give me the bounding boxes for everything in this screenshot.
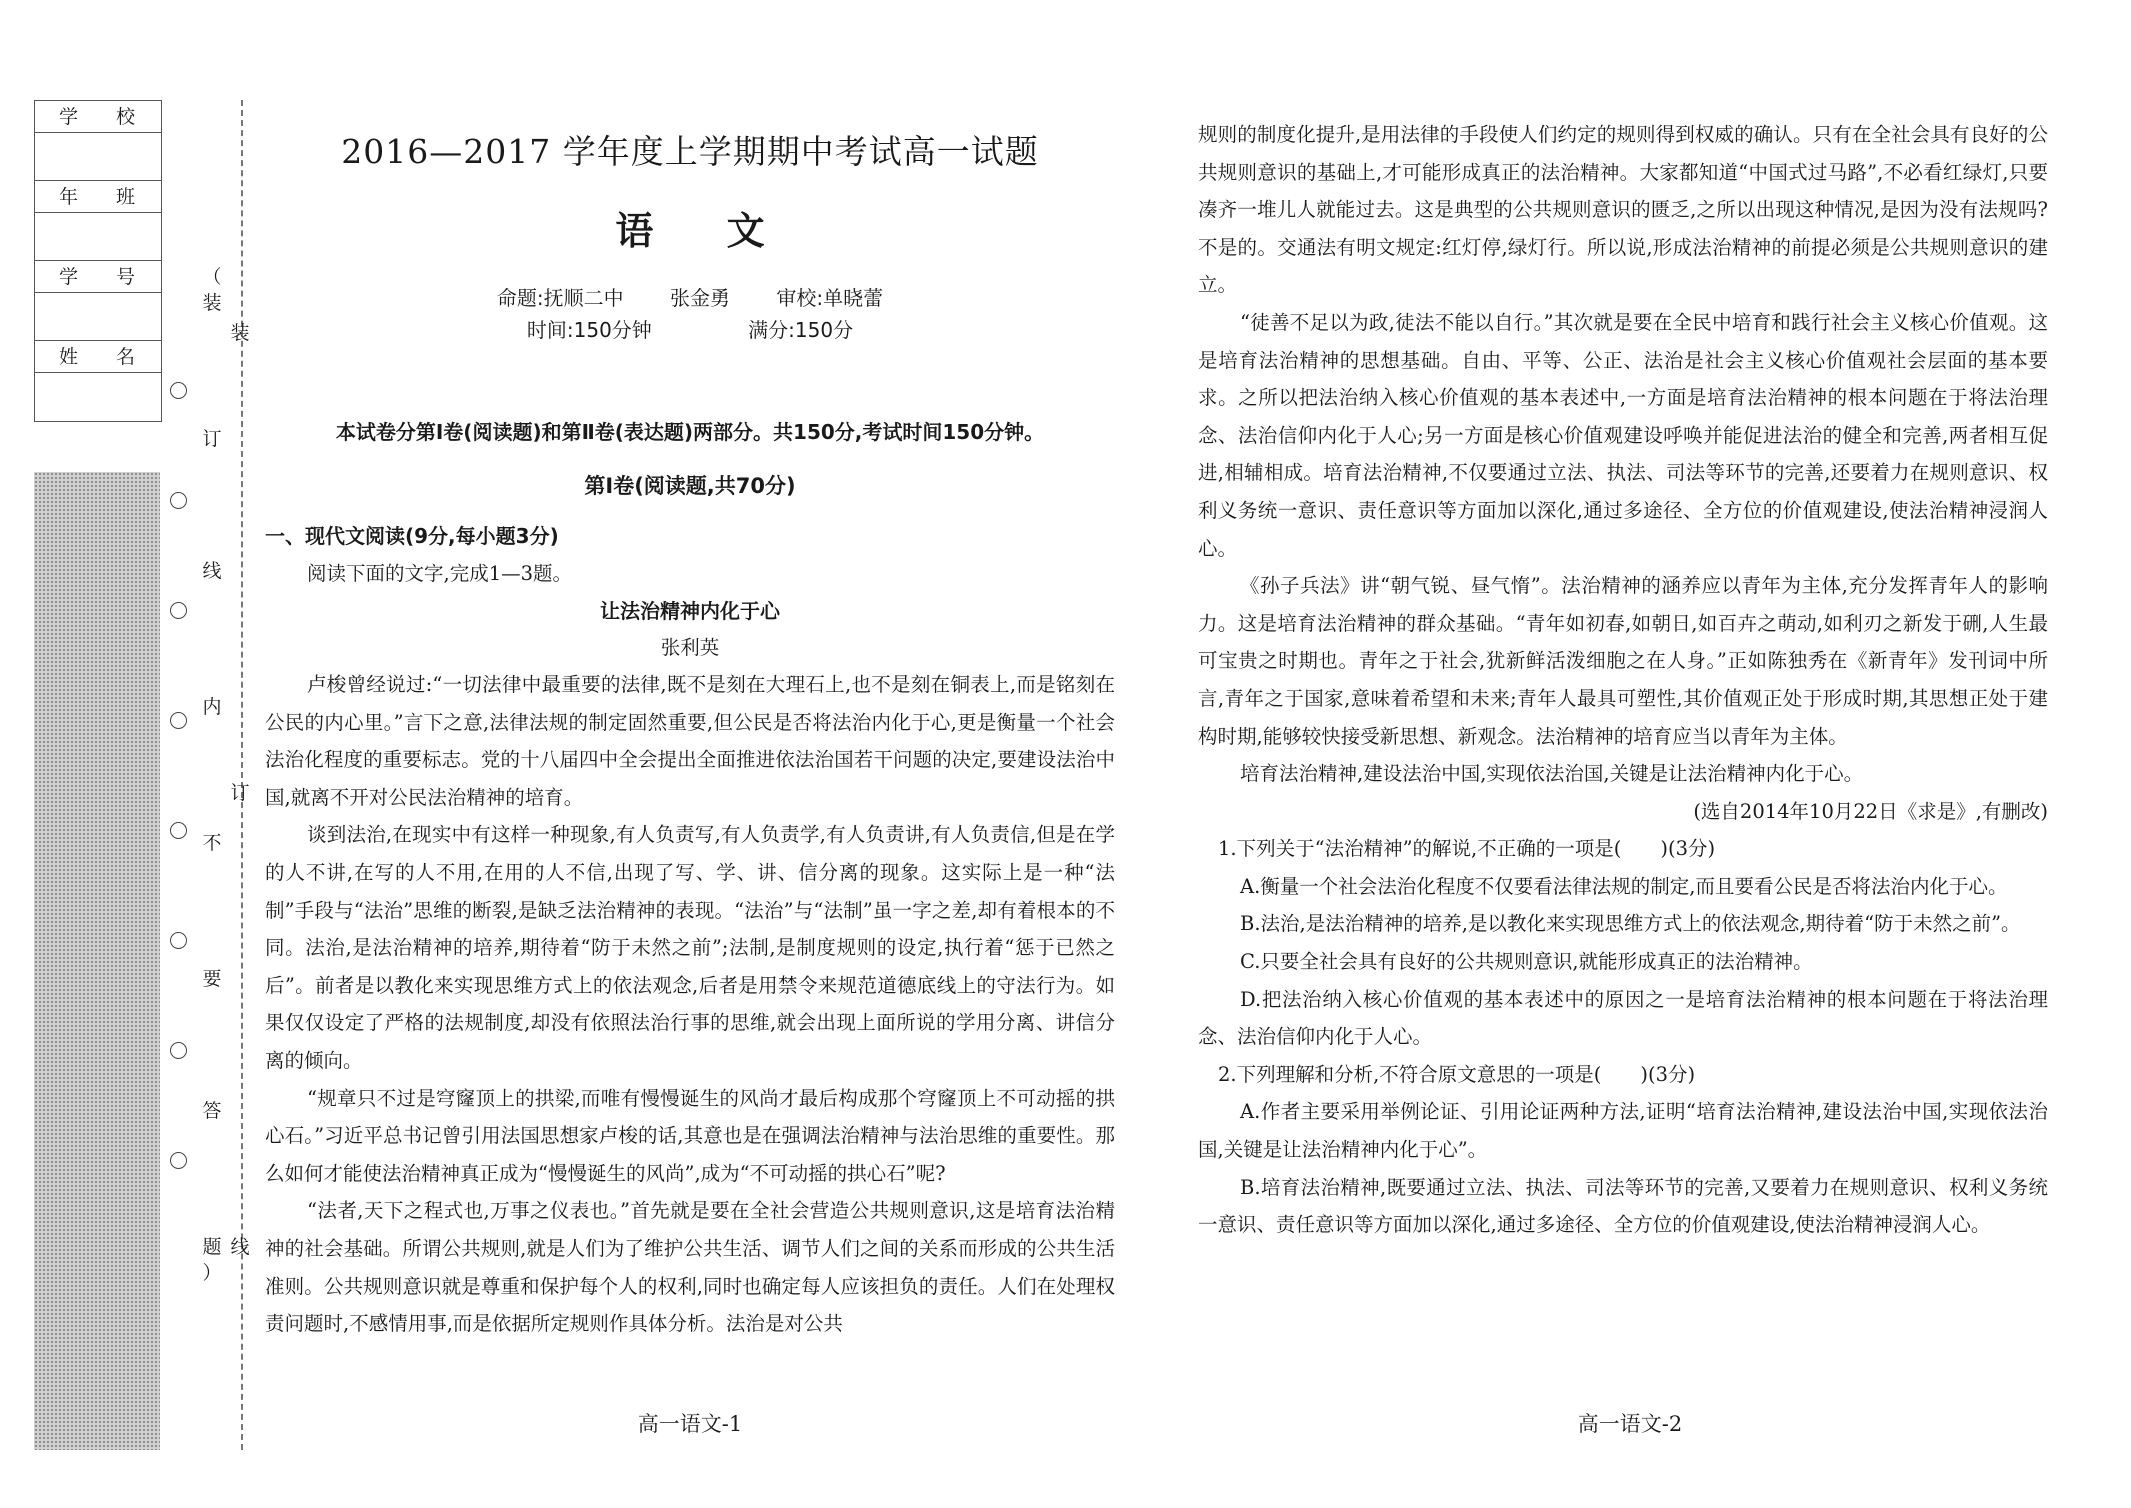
binding-warning-char: 线 [202, 560, 222, 582]
section-title: 第Ⅰ卷(阅读题,共70分) [584, 474, 796, 498]
page1-column [265, 506, 1115, 1343]
binding-warning-char: 订 [202, 428, 222, 450]
score-item: 满分:150分 [748, 318, 854, 342]
article-paragraph: 培育法治精神,建设法治中国,实现依法治国,关键是让法治精神内化于心。 [1240, 762, 1864, 786]
answer-option[interactable]: B.法治,是法治精神的培养,是以教化来实现思维方式上的依法观念,期待着“防于未然之前”。 [1240, 912, 2021, 936]
article-paragraph: “规章只不过是穹窿顶上的拱梁,而唯有慢慢诞生的风尚才最后构成那个穹窿顶上不可动摇的拱心石。”习近平总书记曾引用法国思想家卢梭的话,其意也是在强调法治精神与法治思维的重要性。那么如何才能使法治精神真正成为“慢慢诞生的风尚”,成为“不可动摇的拱心石”呢? [265, 1086, 1115, 1185]
binding-hole-icon [170, 602, 187, 619]
binding-warning-char: 不 [202, 832, 222, 854]
binding-hole-icon [170, 1152, 187, 1169]
binding-side-char: 订 [230, 782, 250, 804]
answer-option[interactable]: A.作者主要采用举例论证、引用论证两种方法,证明“培育法治精神,建设法治中国,实现依法治国,关键是让法治精神内化于心”。 [1198, 1100, 2048, 1162]
article-paragraph: 《孙子兵法》讲“朝气锐、昼气惰”。法治精神的涵养应以青年为主体,充分发挥青年人的影响力。这是培育法治精神的群众基础。“青年如初春,如朝日,如百卉之萌动,如利刃之新发于硎,人生最可宝贵之时期也。青年之于社会,犹新鲜活泼细胞之在人身。”正如陈独秀在《新青年》发刊词中所言,青年之于国家,意味着希望和未来;青年人最具可塑性,其价值观正处于形成时期,其思想正处于建构时期,能够较快接受新思想、新观念。法治精神的培育应当以青年为主体。 [1198, 574, 2048, 748]
binding-warning-char: 答 [202, 1100, 222, 1122]
question-group-heading: 一、现代文阅读(9分,每小题3分) [265, 524, 559, 548]
binding-warning-char: 题 [202, 1236, 222, 1258]
author-item: 命题:抚顺二中 [496, 286, 624, 310]
info-label: 学 校 [35, 101, 161, 133]
exam-subject: 语 文 [615, 208, 765, 253]
binding-side-char: 装 [230, 322, 250, 344]
binding-warning-char: 内 [202, 696, 222, 718]
instruction: 阅读下面的文字,完成1—3题。 [307, 562, 573, 585]
info-field-name[interactable] [35, 341, 161, 421]
article-source: (选自2014年10月22日《求是》,有删改) [1693, 799, 2048, 823]
time-item: 时间:150分钟 [526, 318, 652, 342]
hatched-binding-area [34, 472, 160, 1450]
exam-title: 2016—2017 学年度上学期期中考试高一试题 [341, 132, 1039, 171]
time-line [300, 314, 1080, 343]
binding-hole-icon [170, 382, 187, 399]
author-line [300, 282, 1080, 311]
binding-warning-char: ） [202, 1262, 222, 1284]
article-title: 让法治精神内化于心 [600, 599, 780, 623]
page-footer: 高一语文-2 [1577, 1412, 1683, 1436]
binding-hole-icon [170, 1042, 187, 1059]
student-info-table [34, 100, 162, 422]
binding-hole-icon [170, 932, 187, 949]
article-paragraph: 规则的制度化提升,是用法律的手段使人们约定的规则得到权威的确认。只有在全社会具有良好的公共规则意识的基础上,才可能形成真正的法治精神。大家都知道“中国式过马路”,不必看红绿灯,只要凑齐一堆儿人就能过去。这是典型的公共规则意识的匮乏,之所以出现这种情况,是因为没有法规吗?不是的。交通法有明文规定:红灯停,绿灯行。所以说,形成法治精神的前提必须是公共规则意识的建立。 [1198, 123, 2048, 297]
binding-hole-icon [170, 822, 187, 839]
binding-side-char: 线 [230, 1236, 250, 1258]
article-author: 张利英 [660, 636, 720, 659]
binding-hole-icon [170, 492, 187, 509]
binding-hole-icon [170, 712, 187, 729]
binding-warning-char: （ [202, 266, 222, 288]
article-paragraph: 卢梭曾经说过:“一切法律中最重要的法律,既不是刻在大理石上,也不是刻在铜表上,而是铭刻在公民的内心里。”言下之意,法律法规的制定固然重要,但公民是否将法治内化于心,更是衡量一个社会法治化程度的重要标志。党的十八届四中全会提出全面推进依法治国若干问题的决定,要建设法治中国,就离不开对公民法治精神的培育。 [265, 673, 1115, 809]
info-label: 姓 名 [35, 341, 161, 373]
info-field-class[interactable] [35, 181, 161, 261]
binding-warning-char: 装 [202, 292, 222, 314]
info-field-school[interactable] [35, 101, 161, 181]
article-paragraph: 谈到法治,在现实中有这样一种现象,有人负责写,有人负责学,有人负责讲,有人负责信,但是在学的人不讲,在写的人不用,在用的人不信,出现了写、学、讲、信分离的现象。这实际上是一种“法制”手段与“法治”思维的断裂,是缺乏法治精神的表现。“法治”与“法制”虽一字之差,却有着根本的不同。法治,是法治精神的培养,期待着“防于未然之前”;法制,是制度规则的设定,执行着“惩于已然之后”。前者是以教化来实现思维方式上的依法观念,后者是用禁令来规范道德底线上的守法行为。如果仅仅设定了严格的法规制度,却没有依照法治行事的思维,就会出现上面所说的学用分离、讲信分离的倾向。 [265, 823, 1115, 1072]
page-footer: 高一语文-1 [637, 1412, 743, 1436]
exam-notice: 本试卷分第Ⅰ卷(阅读题)和第Ⅱ卷(表达题)两部分。共150分,考试时间150分钟。 [335, 420, 1045, 444]
question-stem: 2.下列理解和分析,不符合原文意思的一项是( )(3分) [1218, 1062, 1696, 1086]
question-stem: 1.下列关于“法治精神”的解说,不正确的一项是( )(3分) [1218, 837, 1716, 861]
author-item: 张金勇 [670, 286, 730, 310]
article-paragraph: “徒善不足以为政,徒法不能以自行。”其次就是要在全民中培育和践行社会主义核心价值观。这是培育法治精神的思想基础。自由、平等、公正、法治是社会主义核心价值观社会层面的基本要求。之所以把法治纳入核心价值观的基本表述中,一方面是培育法治精神的根本问题在于将法治理念、法治信仰内化于人心;另一方面是核心价值观建设呼唤并能促进法治的健全和完善,两者相互促进,相辅相成。培育法治精神,不仅要通过立法、执法、司法等环节的完善,还要着力在规则意识、权利义务统一意识、责任意识等方面加以深化,通过多途径、全方位的价值观建设,使法治精神浸润人心。 [1198, 310, 2048, 560]
binding-warning-char: 要 [202, 968, 222, 990]
info-label: 学 号 [35, 261, 161, 293]
article-paragraph: “法者,天下之程式也,万事之仪表也。”首先就是要在全社会营造公共规则意识,这是培育法治精神的社会基础。所谓公共规则,就是人们为了维护公共生活、调节人们之间的关系而形成的公共生活准则。公共规则意识就是尊重和保护每个人的权利,同时也确定每人应该担负的责任。人们在处理权责问题时,不感情用事,而是依据所定规则作具体分析。法治是对公共 [265, 1199, 1115, 1336]
author-item: 审校:单晓蕾 [776, 286, 884, 310]
answer-option[interactable]: A.衡量一个社会法治化程度不仅要看法律法规的制定,而且要看公民是否将法治内化于心。 [1240, 874, 2008, 898]
answer-option[interactable]: C.只要全社会具有良好的公共规则意识,就能形成真正的法治精神。 [1240, 950, 1813, 974]
page2-column [1198, 116, 2048, 1244]
answer-option[interactable]: D.把法治纳入核心价值观的基本表述中的原因之一是培育法治精神的根本问题在于将法治理念、法治信仰内化于人心。 [1198, 987, 2048, 1049]
answer-option[interactable]: B.培育法治精神,既要通过立法、执法、司法等环节的完善,又要着力在规则意识、权利义务统一意识、责任意识等方面加以深化,通过多途径、全方位的价值观建设,使法治精神浸润人心。 [1198, 1175, 2048, 1237]
info-label: 年 班 [35, 181, 161, 213]
info-field-student-id[interactable] [35, 261, 161, 341]
